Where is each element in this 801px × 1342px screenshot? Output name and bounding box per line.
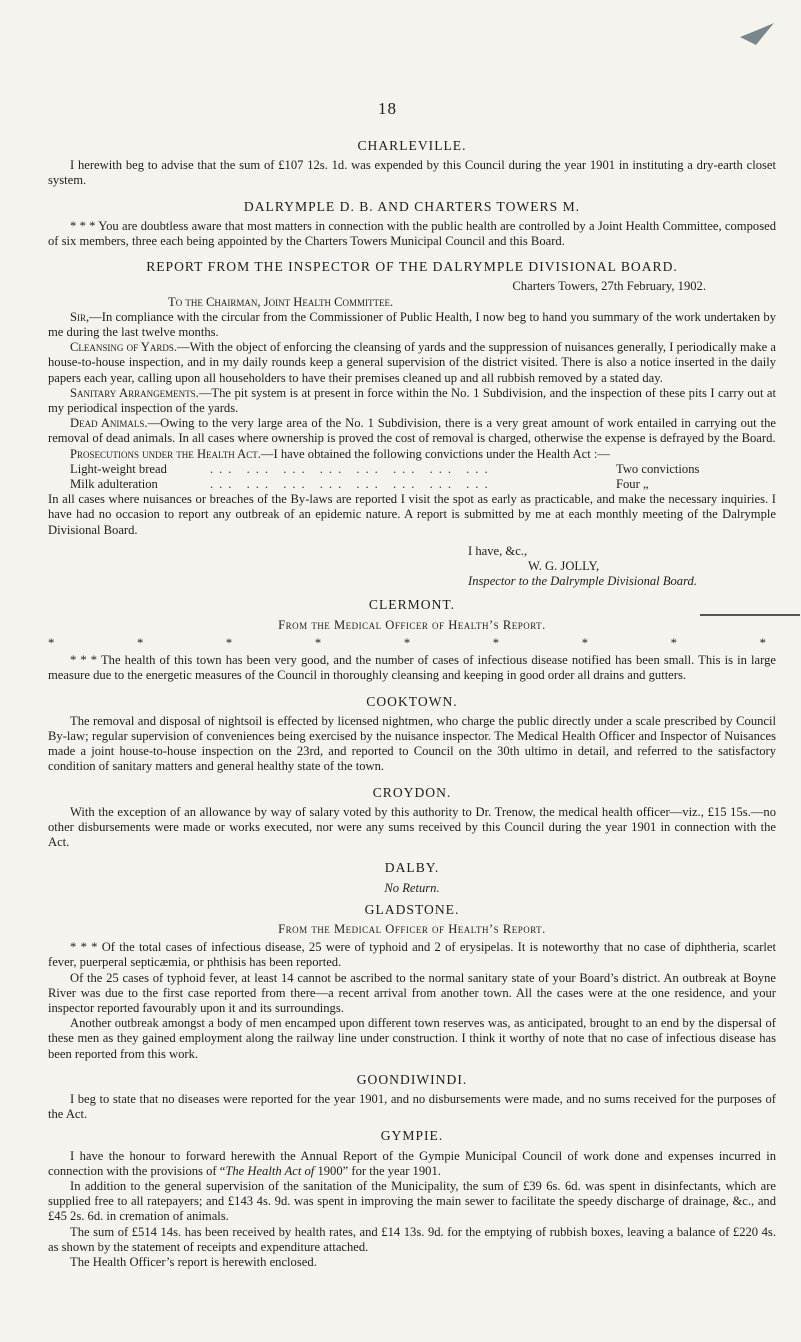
- dalrymple-yards: [48, 340, 776, 386]
- star: *: [48, 635, 55, 650]
- page-number: 18: [378, 99, 397, 118]
- dalrymple-intro: * * * You are doubtless aware that most matters in connection with the public health are controlled by a Joint Health Committee, composed of six members, three each being appointed by the Charters Towers Municipal Council and this Board.: [48, 218, 776, 249]
- star: *: [403, 635, 411, 650]
- section-title-dalby: DALBY.: [384, 860, 440, 876]
- dalrymple-report-title: REPORT FROM THE INSPECTOR OF THE DALRYMPLE DIVISIONAL BOARD.: [146, 259, 678, 275]
- section-title-clermont: CLERMONT.: [368, 597, 456, 613]
- yards-label: Cleansing of Yards.: [70, 340, 178, 355]
- prosecutions-text: —I have obtained the following convictions under the Health Act :—: [260, 446, 610, 461]
- section-title-gympie: GYMPIE.: [380, 1128, 444, 1144]
- conviction-item: Light-weight bread: [70, 461, 167, 476]
- gympie-p1-italic: The Health Act of: [225, 1163, 315, 1178]
- dalrymple-sanitary: [48, 386, 776, 416]
- section-title-croydon: CROYDON.: [372, 784, 452, 800]
- gympie-p1-b: 1900” for the year 1901.: [314, 1163, 441, 1178]
- conviction-count: Two convictions: [616, 461, 700, 476]
- signature-block: [48, 544, 776, 590]
- croydon-text: With the exception of an allowance by way of salary voted by this authority to Dr. Trenow, the medical health officer—viz., £15 15s.—no other disbursements were made or works executed, nor were any sums received by this Council during the year 1901 in connection with the Act.: [48, 804, 776, 850]
- section-title-dalrymple: DALRYMPLE D. B. AND CHARTERS TOWERS M.: [243, 198, 581, 214]
- gympie-p4: The Health Officer’s report is herewith enclosed.: [70, 1255, 317, 1269]
- dalrymple-dead: [48, 416, 776, 446]
- signatory-title: Inspector to the Dalrymple Divisional Board.: [468, 574, 697, 589]
- star: *: [581, 635, 589, 650]
- prosecutions-label: Prosecutions under the Health Act.: [70, 446, 261, 461]
- gladstone-p3: Another outbreak amongst a body of men encamped upon different town reserves was, as anticipated, brought to an end by the dispersal of these men as they gained employment along the railway line under construction. I think it worthy of note that no case of infectious disease has been reported from this work.: [48, 1016, 776, 1061]
- conviction-row: [48, 462, 776, 477]
- gympie-p1: [48, 1149, 776, 1179]
- star: *: [225, 635, 233, 650]
- dalrymple-closing: In all cases where nuisances or breaches of the By-laws are reported I visit the spot as early as practicable, and make the necessary inquiries. I have had no occasion to report any outbreak of an epidemic nature. A report is submitted by me at each monthly meeting of the Dalrymple Divisional Board.: [48, 492, 776, 537]
- document-body: [48, 132, 776, 1270]
- star: *: [492, 635, 500, 650]
- dead-text: —Owing to the very large area of the No. 1 Subdivision, there is a very great amount of work entailed in carrying out the removal of dead animals. In all cases where ownership is proved the cost of removal is charged, otherwise the expense is defrayed by the Board.: [48, 416, 776, 446]
- star: *: [136, 635, 144, 650]
- dalrymple-prosecutions: [48, 447, 776, 462]
- gladstone-p2: Of the 25 cases of typhoid fever, at least 14 cannot be ascribed to the normal sanitary state of your Board’s district. An outbreak at Boyne River was due to the first case reported from there—a recent arrival from another town. All the cases were at the one residence, and your inspector reported favourably upon it and its surroundings.: [48, 970, 776, 1015]
- sanitary-text: —The pit system is at present in force within the No. 1 Subdivision, and the inspection of these pits I carry out at my periodical inspection of the yards.: [48, 385, 777, 416]
- conviction-item: Milk adulteration: [70, 477, 158, 492]
- star-separator: [48, 636, 776, 651]
- star: *: [759, 635, 766, 650]
- sanitary-label: Sanitary Arrangements.: [70, 385, 199, 400]
- cooktown-text: The removal and disposal of nightsoil is effected by licensed nightmen, who charge the public directly under a scale prescribed by Council By-law; regular supervision of conveniences being exercised by the nuisance inspector. The Medical Health Officer and Inspector of Nuisances made a joint house-to-house inspection on the 23rd, and reported to Council on the 30th ultimo in detail, and referred to the satisfactory condition of sanitary matters and general healthy state of the town.: [48, 713, 776, 774]
- clermont-text: * * * The health of this town has been very good, and the number of cases of infectious disease notified has been small. This is in large measure due to the energetic measures of the Council in thoroughly cleansing and keeping in good order all drains and gutters.: [48, 653, 776, 683]
- goondiwindi-text: I beg to state that no diseases were reported for the year 1901, and no disbursements were made, and no sums received for the purposes of the Act.: [48, 1091, 776, 1122]
- conviction-count: Four „: [616, 477, 649, 492]
- dead-label: Dead Animals.: [70, 416, 148, 431]
- conviction-leader: ... ... ... ... ... ... ... ...: [210, 461, 494, 476]
- section-title-charleville: CHARLEVILLE.: [357, 138, 467, 153]
- dalrymple-p1-text: —In compliance with the circular from the Commissioner of Public Health, I now beg to hand you summary of the work undertaken by me during the last twelve months.: [48, 309, 776, 340]
- salutation: Sir,: [70, 309, 90, 324]
- dalrymple-p1: [48, 310, 776, 340]
- charleville-text: I herewith beg to advise that the sum of £107 12s. 1d. was expended by this Council during the year 1901 in instituting a dry-earth closet system.: [48, 158, 776, 188]
- dalby-text: No Return.: [384, 880, 440, 895]
- gympie-p3: The sum of £514 14s. has been received by health rates, and £14 13s. 9d. for the emptying of rubbish boxes, leaving a balance of £220 4s. as shown by the statement of receipts and expenditure attached.: [48, 1224, 776, 1254]
- star: *: [670, 635, 677, 650]
- dalrymple-dateline: Charters Towers, 27th February, 1902.: [512, 279, 706, 294]
- clermont-subtitle: From the Medical Officer of Health’s Report.: [278, 617, 546, 632]
- star: *: [314, 635, 322, 650]
- page-corner-mark: [730, 15, 780, 51]
- section-title-gladstone: GLADSTONE.: [364, 901, 460, 917]
- section-title-goondiwindi: GOONDIWINDI.: [356, 1071, 468, 1087]
- gladstone-subtitle: From the Medical Officer of Health’s Report.: [278, 921, 546, 936]
- conviction-row: [48, 477, 776, 492]
- gympie-p2: In addition to the general supervision of the sanitation of the Municipality, the sum of £39 6s. 6d. was spent in disinfectants, which are supplied free to all ratepayers; and £143 4s. 9d. was spent in improving the main sewer to facilitate the speedy discharge of drainage, &c., and £45 2s. 6d. in cremation of animals.: [48, 1178, 776, 1224]
- dalrymple-addressee: To the Chairman, Joint Health Committee.: [168, 294, 394, 309]
- yards-text: —With the object of enforcing the cleansing of yards and the suppression of nuisances generally, I periodically make a house-to-house inspection, and in my daily rounds keep a general supervision of the district visited. There is also a notice inserted in the daily papers each year, calling upon all householders to have their premises cleaned up and all rubbish removed by a stated day.: [48, 340, 776, 385]
- signatory-name: W. G. JOLLY,: [528, 559, 600, 574]
- gladstone-p1: * * * Of the total cases of infectious disease, 25 were of typhoid and 2 of erysipelas. It is noteworthy that no case of diphtheria, scarlet fever, puerperal septicæmia, or phthisis has been reported.: [48, 940, 776, 970]
- section-title-cooktown: COOKTOWN.: [366, 693, 458, 709]
- sign-off: I have, &c.,: [468, 543, 528, 558]
- conviction-leader: ... ... ... ... ... ... ... ...: [210, 477, 494, 492]
- gympie-p1-a: I have the honour to forward herewith the Annual Report of the Gympie Municipal Council of work done and expenses incurred in connection with the provisions of “: [48, 1148, 776, 1178]
